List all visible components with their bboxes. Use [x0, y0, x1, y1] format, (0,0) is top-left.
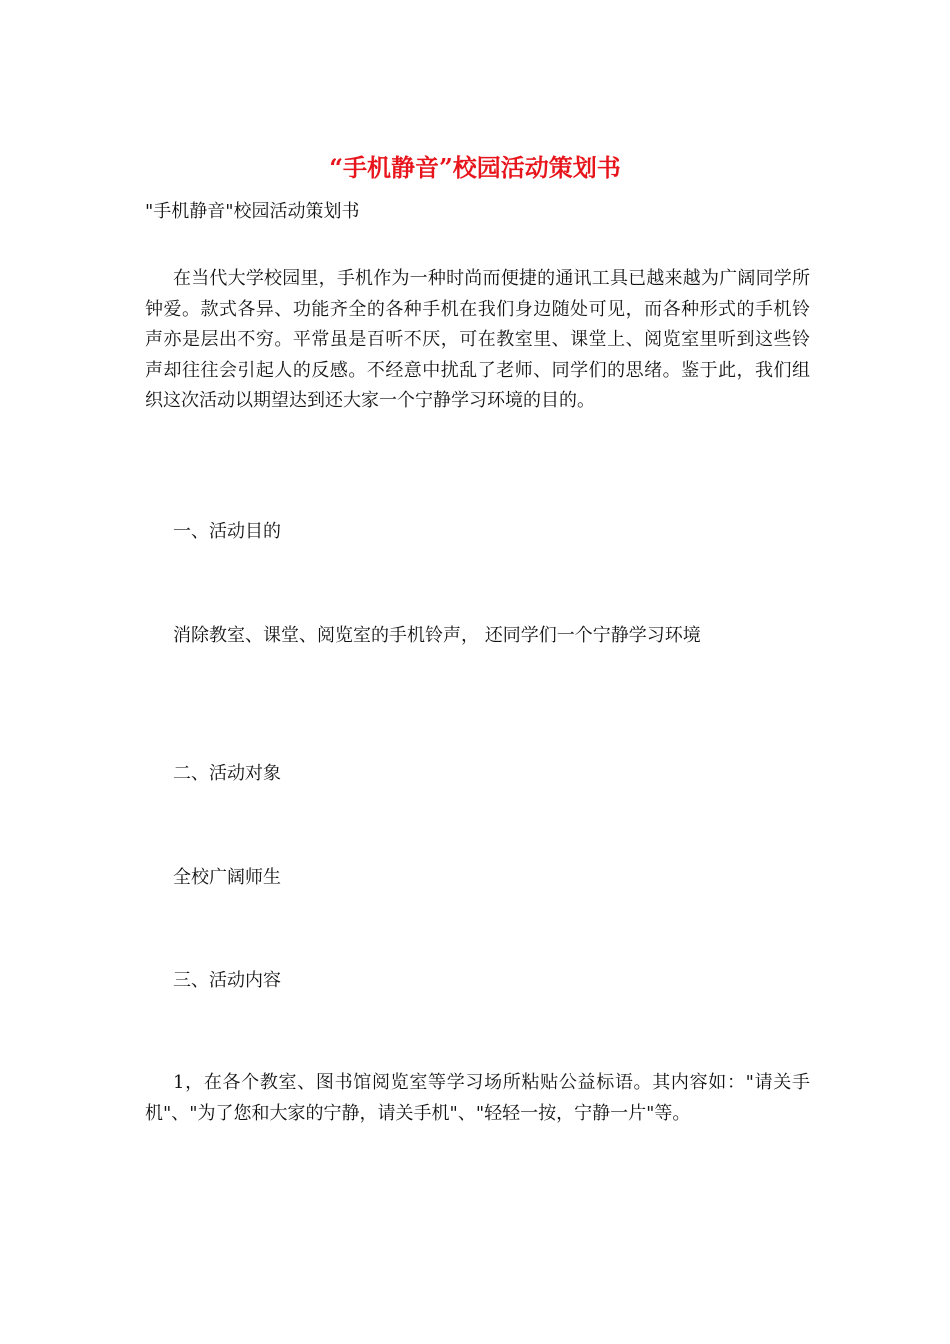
section-heading-content: 三、活动内容: [173, 970, 281, 991]
document-title: “手机静音”校园活动策划书: [329, 153, 621, 182]
section-heading-audience: 二、活动对象: [173, 763, 281, 784]
section-body-audience: 全校广阔师生: [173, 867, 281, 888]
intro-paragraph: 在当代大学校园里，手机作为一种时尚而便捷的通讯工具已越来越为广阔同学所钟爱。款式各异、功能齐全的各种手机在我们身边随处可见，而各种形式的手机铃声亦是层出不穷。平常虽是百听不厌，可在教室里、课堂上、阅览室里听到这些铃声却往往会引起人的反感。不经意中扰乱了老师、同学们的思绪。鉴于此，我们组织这次活动以期望达到还大家一个宁静学习环境的目的。: [145, 268, 810, 411]
document-subtitle: "手机静音"校园活动策划书: [145, 201, 360, 222]
section-body-purpose: 消除教室、课堂、阅览室的手机铃声， 还同学们一个宁静学习环境: [173, 625, 701, 646]
section-heading-purpose: 一、活动目的: [173, 521, 281, 542]
content-item-1: 1，在各个教室、图书馆阅览室等学习场所粘贴公益标语。其内容如："请关手机"、"为了您和大家的宁静，请关手机"、"轻轻一按，宁静一片"等。: [145, 1072, 810, 1124]
